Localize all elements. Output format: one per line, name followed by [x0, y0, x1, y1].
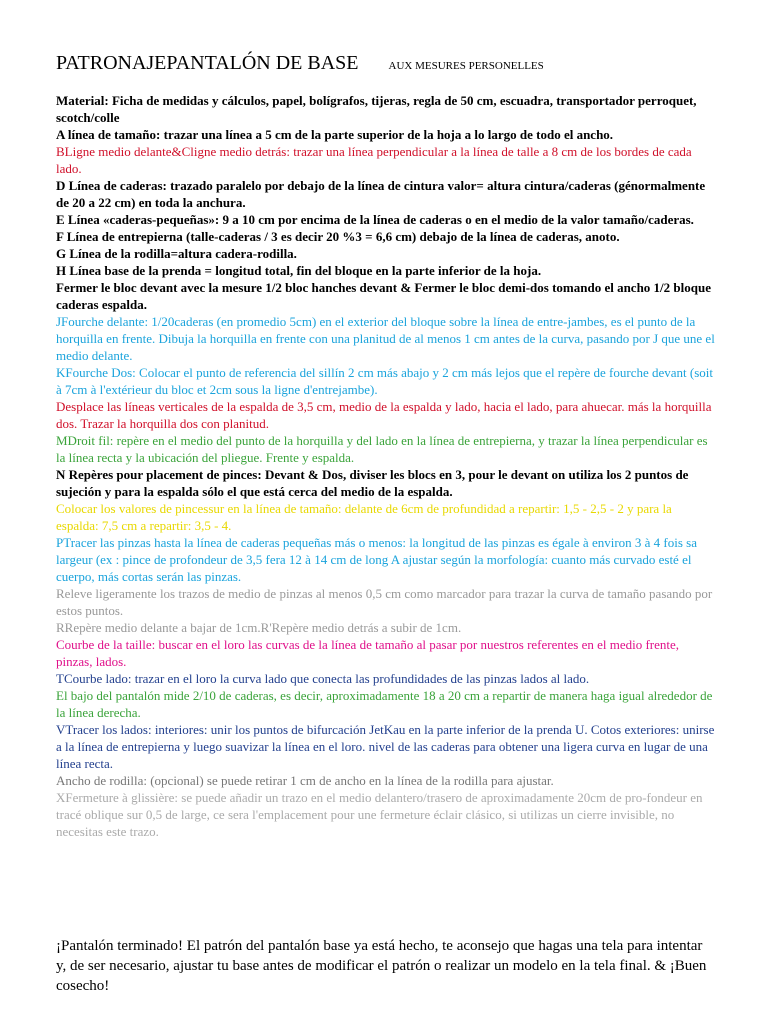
instruction-line: RRepère medio delante a bajar de 1cm.R'Repère medio detrás a subir de 1cm. — [56, 620, 462, 635]
instruction-line: Desplace las líneas verticales de la espalda de 3,5 cm, medio de la espalda y lado, hacia el lado, para ahuecar. más la horquilla dos. Trazar la horquilla dos con planitud. — [56, 399, 712, 431]
instruction-line: PTracer las pinzas hasta la línea de caderas pequeñas más o menos: la longitud de las pinzas es égale à environ 3 à 4 fois sa largeur (ex : pince de profondeur de 3,5 fera 12 à 14 cm de long A ajustar según la morfología: cuanto más curvado esté el cuerpo, más cortas serán las pinzas. — [56, 535, 698, 584]
instruction-line: MDroit fil: repère en el medio del punto de la horquilla y del lado en la línea de entrepierna, y trazar la línea perpendicular es la línea recta y la ubicación del pliegue. Frente y espalda. — [56, 433, 708, 465]
instruction-line: Releve ligeramente los trazos de medio de pinzas al menos 0,5 cm como marcador para trazar la curva de tamaño pasando por estos puntos. — [56, 586, 713, 618]
page-subtitle: AUX MESURES PERSONELLES — [388, 60, 544, 72]
instruction-line: VTracer los lados: interiores: unir los puntos de bifurcación JetKau en la parte inferior de la prenda U. Cotos exteriores: unirse a la línea de entrepierna y luego suavizar la línea en el loro. nivel de las caderas para obtener una ligera curva en lugar de una línea recta. — [56, 722, 715, 771]
instructions — [56, 92, 716, 840]
footer-note: ¡Pantalón terminado! El patrón del pantalón base ya está hecho, te aconsejo que hagas una tela para intentar y, de ser necesario, ajustar tu base antes de modificar el patrón o realizar un modelo en la tela final. & ¡Buen cosecho! — [56, 938, 707, 994]
instruction-line: KFourche Dos: Colocar el punto de referencia del sillín 2 cm más abajo y 2 cm más lejos que el repère de fourche devant (soit à 7cm à l'extérieur du bloc et 2cm sous la ligne d'entrejambe). — [56, 365, 714, 397]
instruction-line: JFourche delante: 1/20caderas (en promedio 5cm) en el exterior del bloque sobre la línea de entre-jambes, es el punto de la horquilla en frente. Dibuja la horquilla en frente con una planitud de al menos 1 cm antes de la curva, pasando por J que une el medio delante. — [56, 314, 715, 363]
instruction-line: BLigne medio delante&Cligne medio detrás: trazar una línea perpendicular a la línea de talle a 8 cm de los bordes de cada lado. — [56, 144, 692, 176]
instruction-line: TCourbe lado: trazar en el loro la curva lado que conecta las profundidades de las pinzas lados al lado. — [56, 671, 590, 686]
instruction-line: F Línea de entrepierna (talle-caderas / 3 es decir 20 %3 = 6,6 cm) debajo de la línea de caderas, anoto. — [56, 229, 620, 244]
instruction-line: H Línea base de la prenda = longitud total, fin del bloque en la parte inferior de la hoja. — [56, 263, 542, 278]
instruction-line: El bajo del pantalón mide 2/10 de caderas, es decir, aproximadamente 18 a 20 cm a repartir de manera haga igual alrededor de la línea derecha. — [56, 688, 713, 720]
instruction-line: A línea de tamaño: trazar una línea a 5 cm de la parte superior de la hoja a lo largo de todo el ancho. — [56, 127, 614, 142]
instruction-line: Courbe de la taille: buscar en el loro las curvas de la línea de tamaño al pasar por nuestros referentes en el medio frente, pinzas, lados. — [56, 637, 680, 669]
instruction-line: E Línea «caderas-pequeñas»: 9 a 10 cm por encima de la línea de caderas o en el medio de la valor tamaño/caderas. — [56, 212, 694, 227]
instruction-line: Ancho de rodilla: (opcional) se puede retirar 1 cm de ancho en la línea de la rodilla para ajustar. — [56, 773, 554, 788]
instruction-line: G Línea de la rodilla=altura cadera-rodilla. — [56, 246, 297, 261]
instruction-line: Colocar los valores de pincessur en la línea de tamaño: delante de 6cm de profundidad a repartir: 1,5 - 2,5 - 2 y para la espalda: 7,5 cm a repartir: 3,5 - 4. — [56, 501, 672, 533]
page-title: PATRONAJEPANTALÓN DE BASE AUX MESURES PERSONELLES — [56, 52, 544, 74]
instruction-line: Fermer le bloc devant avec la mesure 1/2 bloc hanches devant & Fermer le bloc demi-dos tomando el ancho 1/2 bloque caderas espalda. — [56, 280, 711, 312]
instruction-line: XFermeture à glissière: se puede añadir un trazo en el medio delantero/trasero de aproximadamente 20cm de pro-fondeur en tracé oblique sur 0,5 de large, ce sera l'emplacement pour une fermeture éclair clásico, si utilizas un cierre invisible, no necesitas este trazo. — [56, 790, 703, 839]
instruction-line: D Línea de caderas: trazado paralelo por debajo de la línea de cintura valor= altura cintura/caderas (génormalmente de 20 a 22 cm) en toda la anchura. — [56, 178, 706, 210]
instruction-line: N Repères pour placement de pinces: Devant & Dos, diviser les blocs en 3, pour le devant on utiliza los 2 puntos de sujeción y para la espalda sólo el que está cerca del medio de la espalda. — [56, 467, 689, 499]
instruction-line: Material: Ficha de medidas y cálculos, papel, bolígrafos, tijeras, regla de 50 cm, escuadra, transportador perroquet, scotch/colle — [56, 93, 697, 125]
